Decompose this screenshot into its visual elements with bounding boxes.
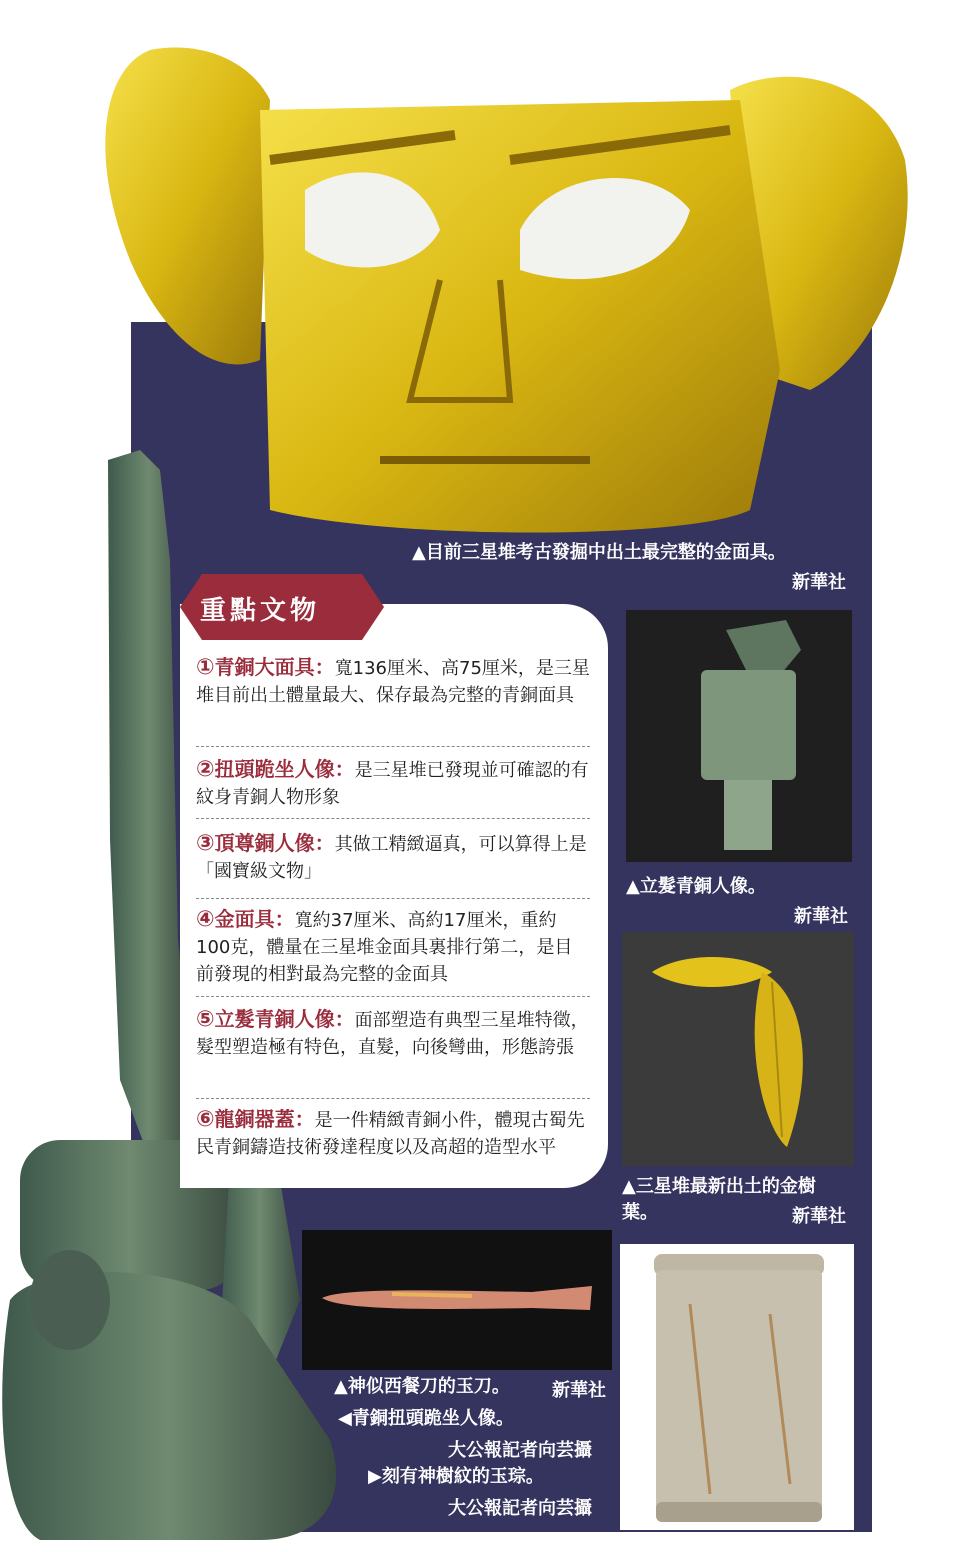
artifact-item-3: ③頂尊銅人像：其做工精緻逼真，可以算得上是「國寶級文物」: [196, 831, 587, 882]
kneeling-bronze-credit: 大公報記者向芸攝: [448, 1440, 592, 1461]
jade-knife-photo: [302, 1230, 612, 1370]
jade-cong-photo: [620, 1244, 854, 1530]
kneeling-bronze-caption: ◀青銅扭頭跪坐人像。: [338, 1408, 514, 1429]
artifact-item-6: ⑥龍銅器蓋：是一件精緻青銅小件，體現古蜀先民青銅鑄造技術發達程度以及高超的造型水平: [196, 1107, 585, 1158]
artifact-item-1: ①青銅大面具：寬136厘米、高75厘米，是三星堆目前出土體量最大、保存最為完整的青銅面具: [196, 655, 590, 706]
jade-knife-caption: ▲神似西餐刀的玉刀。: [334, 1376, 510, 1397]
artifact-item-2: ②扭頭跪坐人像：是三星堆已發現並可確認的有紋身青銅人物形象: [196, 757, 589, 808]
divider: [196, 996, 590, 997]
divider: [196, 898, 590, 899]
gold-mask-caption: ▲目前三星堆考古發掘中出土最完整的金面具。: [412, 542, 786, 563]
gold-mask-credit: 新華社: [792, 572, 846, 593]
divider: [196, 746, 590, 747]
artifact-item-4: ④金面具：寬約37厘米、高約17厘米，重約100克，體量在三星堆金面具裏排行第二，是目前發現的相對最為完整的金面具: [196, 907, 573, 985]
divider: [196, 1098, 590, 1099]
standing-hair-bronze-credit: 新華社: [794, 906, 848, 927]
jade-cong-credit: 大公報記者向芸攝: [448, 1498, 592, 1519]
gold-leaf-caption-line2: 葉。: [622, 1202, 658, 1223]
jade-knife-credit: 新華社: [552, 1380, 606, 1401]
standing-hair-bronze-caption: ▲立髮青銅人像。: [626, 876, 766, 897]
gold-leaf-credit: 新華社: [792, 1206, 846, 1227]
key-artifacts-title: 重點文物: [200, 596, 321, 626]
gold-leaf-caption-line1: ▲三星堆最新出土的金樹: [622, 1176, 816, 1197]
artifact-item-5: ⑤立髮青銅人像：面部塑造有典型三星堆特徵，髮型塑造極有特色，直髮，向後彎曲，形態誇張: [196, 1007, 589, 1058]
standing-hair-bronze-photo: [626, 610, 852, 862]
jade-cong-caption: ▶刻有神樹紋的玉琮。: [368, 1466, 544, 1487]
divider: [196, 818, 590, 819]
gold-leaf-photo: [622, 932, 854, 1166]
